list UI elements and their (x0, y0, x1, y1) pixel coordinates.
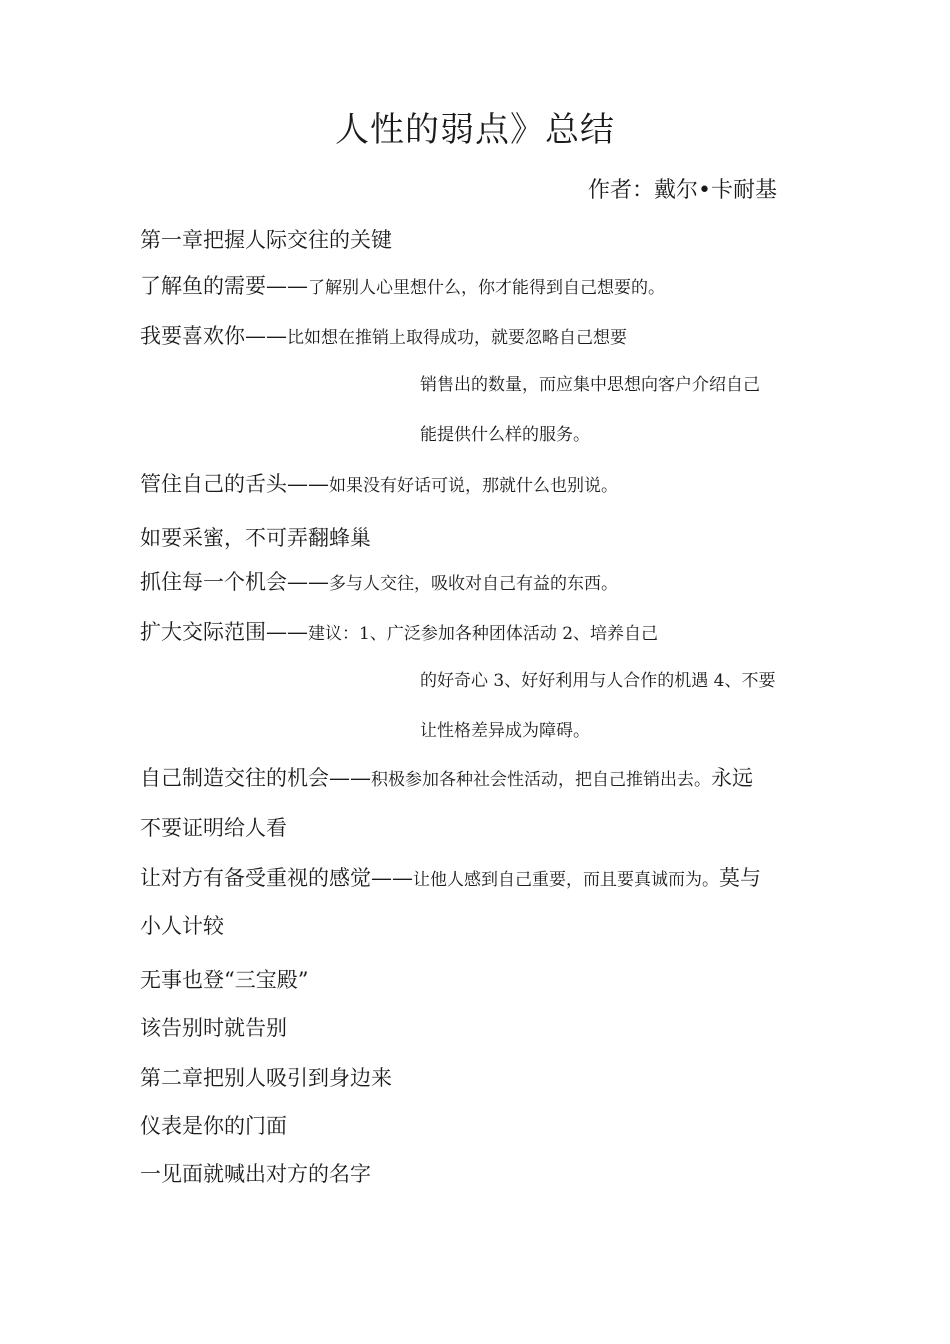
paragraph-2-continuation-1: 销售出的数量，而应集中思想向客户介绍自己 (420, 375, 760, 395)
paragraph-8-line-2: 小人计较 (140, 914, 224, 938)
paragraph-5-text: 多与人交往，吸收对自己有益的东西。 (329, 574, 618, 594)
paragraph-8-text: 让他人感到自己重要，而且要真诚而为。 (413, 870, 719, 890)
paragraph-12: 一见面就喊出对方的名字 (140, 1162, 371, 1186)
paragraph-2-lead: 我要喜欢你—— (140, 324, 287, 348)
paragraph-7-line-2: 不要证明给人看 (140, 816, 287, 840)
paragraph-9: 无事也登“三宝殿” (140, 968, 309, 992)
paragraph-1-text: 了解别人心里想什么，你才能得到自己想要的。 (308, 278, 665, 298)
paragraph-5 (140, 566, 820, 600)
paragraph-5-lead: 抓住每一个机会—— (140, 570, 329, 594)
paragraph-7-tail: 永远 (711, 766, 753, 790)
paragraph-3-text: 如果没有好话可说，那就什么也别说。 (329, 476, 618, 496)
chapter-1-heading: 第一章把握人际交往的关键 (140, 228, 392, 252)
paragraph-2 (140, 320, 820, 354)
author-line: 作者：戴尔•卡耐基 (588, 178, 777, 203)
paragraph-2-text: 比如想在推销上取得成功，就要忽略自己想要 (287, 328, 627, 348)
paragraph-6 (140, 616, 820, 650)
paragraph-3 (140, 468, 820, 502)
paragraph-1-lead: 了解鱼的需要—— (140, 274, 308, 298)
paragraph-8-lead: 让对方有备受重视的感觉—— (140, 866, 413, 890)
paragraph-8-tail: 莫与 (719, 866, 761, 890)
paragraph-6-lead: 扩大交际范围—— (140, 620, 308, 644)
paragraph-6-text: 建议：1、广泛参加各种团体活动 2、培养自己 (308, 624, 659, 644)
paragraph-8 (140, 862, 820, 896)
paragraph-6-continuation-1: 的好奇心 3、好好利用与人合作的机遇 4、不要 (420, 671, 776, 691)
paragraph-10: 该告别时就告别 (140, 1016, 287, 1040)
paragraph-7 (140, 762, 820, 796)
paragraph-11: 仪表是你的门面 (140, 1114, 287, 1138)
paragraph-4: 如要采蜜，不可弄翻蜂巢 (140, 526, 371, 550)
paragraph-6-continuation-2: 让性格差异成为障碍。 (420, 721, 590, 741)
paragraph-7-text: 积极参加各种社会性活动，把自己推销出去。 (371, 770, 711, 790)
document-title: 人性的弱点》总结 (335, 110, 615, 150)
chapter-2-heading: 第二章把别人吸引到身边来 (140, 1066, 392, 1090)
paragraph-7-lead: 自己制造交往的机会—— (140, 766, 371, 790)
paragraph-3-lead: 管住自己的舌头—— (140, 472, 329, 496)
paragraph-1 (140, 270, 820, 304)
paragraph-2-continuation-2: 能提供什么样的服务。 (420, 425, 590, 445)
